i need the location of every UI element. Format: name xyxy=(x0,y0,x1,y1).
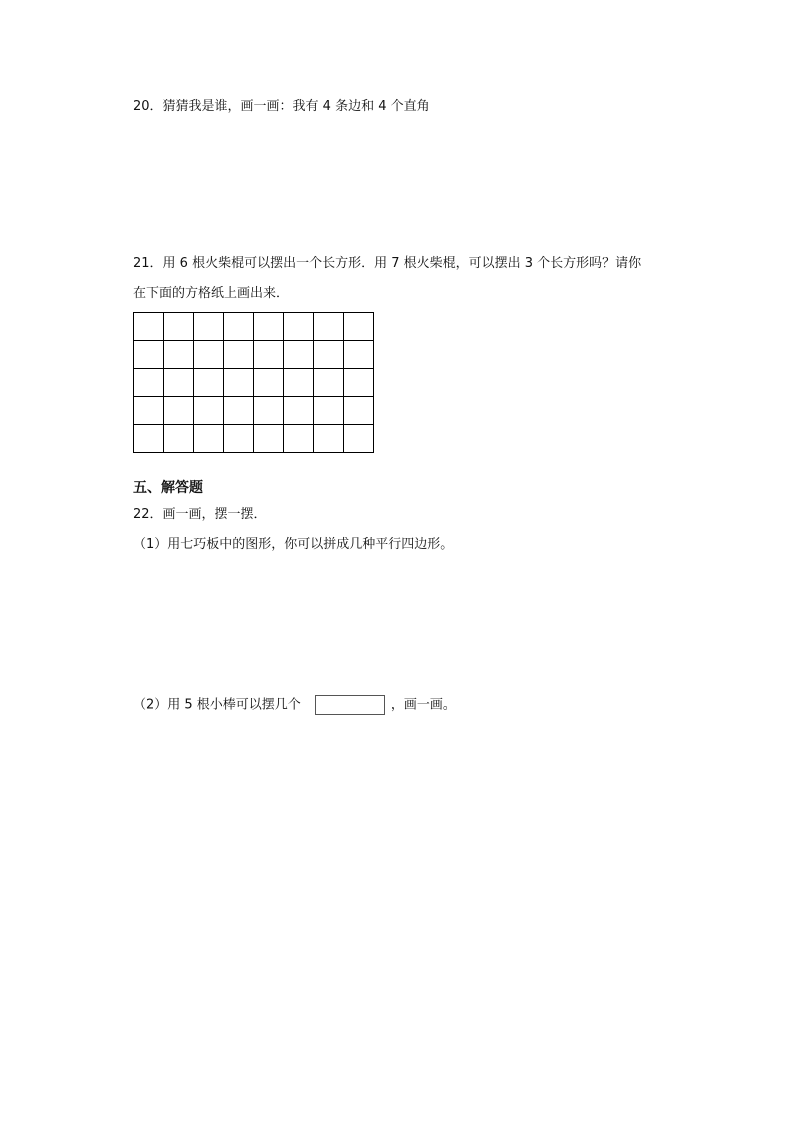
grid-paper[interactable] xyxy=(133,312,374,453)
grid-cell[interactable] xyxy=(344,369,374,397)
grid-cell[interactable] xyxy=(194,425,224,453)
grid-cell[interactable] xyxy=(194,369,224,397)
grid-cell[interactable] xyxy=(224,341,254,369)
grid-cell[interactable] xyxy=(344,313,374,341)
grid-cell[interactable] xyxy=(134,369,164,397)
grid-cell[interactable] xyxy=(224,313,254,341)
grid-row xyxy=(134,369,374,397)
grid-cell[interactable] xyxy=(164,397,194,425)
grid-cell[interactable] xyxy=(314,397,344,425)
grid-cell[interactable] xyxy=(134,425,164,453)
grid-cell[interactable] xyxy=(284,341,314,369)
grid-row xyxy=(134,341,374,369)
grid-cell[interactable] xyxy=(284,397,314,425)
grid-cell[interactable] xyxy=(344,425,374,453)
question-21-line1: 21．用 6 根火柴棍可以摆出一个长方形．用 7 根火柴棍，可以摆出 3 个长方形吗？请你 xyxy=(133,256,642,271)
grid-cell[interactable] xyxy=(224,369,254,397)
grid-cell[interactable] xyxy=(194,341,224,369)
grid-cell[interactable] xyxy=(254,313,284,341)
question-21-line2: 在下面的方格纸上画出来． xyxy=(133,286,290,301)
grid-cell[interactable] xyxy=(194,397,224,425)
grid-cell[interactable] xyxy=(254,369,284,397)
question-22-part2-tail: ，画一画。 xyxy=(390,697,456,713)
question-20: 20．猜猜我是谁，画一画：我有 4 条边和 4 个直角 xyxy=(133,99,430,114)
question-22-part2-text: （2）用 5 根小棒可以摆几个 xyxy=(133,697,301,713)
grid-cell[interactable] xyxy=(224,397,254,425)
grid-cell[interactable] xyxy=(224,425,254,453)
grid-cell[interactable] xyxy=(164,313,194,341)
grid-cell[interactable] xyxy=(254,425,284,453)
grid-cell[interactable] xyxy=(314,425,344,453)
grid-cell[interactable] xyxy=(284,313,314,341)
question-22-intro: 22．画一画，摆一摆． xyxy=(133,507,267,522)
grid-cell[interactable] xyxy=(314,313,344,341)
grid-cell[interactable] xyxy=(134,397,164,425)
grid-cell[interactable] xyxy=(344,341,374,369)
question-22-part1: （1）用七巧板中的图形，你可以拼成几种平行四边形。 xyxy=(133,537,454,552)
grid-cell[interactable] xyxy=(314,341,344,369)
question-22-part2 xyxy=(133,695,456,715)
grid-cell[interactable] xyxy=(164,425,194,453)
grid-row xyxy=(134,425,374,453)
grid-cell[interactable] xyxy=(134,341,164,369)
grid-cell[interactable] xyxy=(164,341,194,369)
grid-cell[interactable] xyxy=(194,313,224,341)
grid-cell[interactable] xyxy=(134,313,164,341)
grid-cell[interactable] xyxy=(344,397,374,425)
grid-cell[interactable] xyxy=(314,369,344,397)
grid-cell[interactable] xyxy=(164,369,194,397)
grid-cell[interactable] xyxy=(254,397,284,425)
grid-cell[interactable] xyxy=(284,369,314,397)
grid-row xyxy=(134,313,374,341)
answer-box[interactable] xyxy=(315,695,385,715)
grid-cell[interactable] xyxy=(284,425,314,453)
section-5-title: 五、解答题 xyxy=(133,480,203,496)
grid-cell[interactable] xyxy=(254,341,284,369)
grid-row xyxy=(134,397,374,425)
